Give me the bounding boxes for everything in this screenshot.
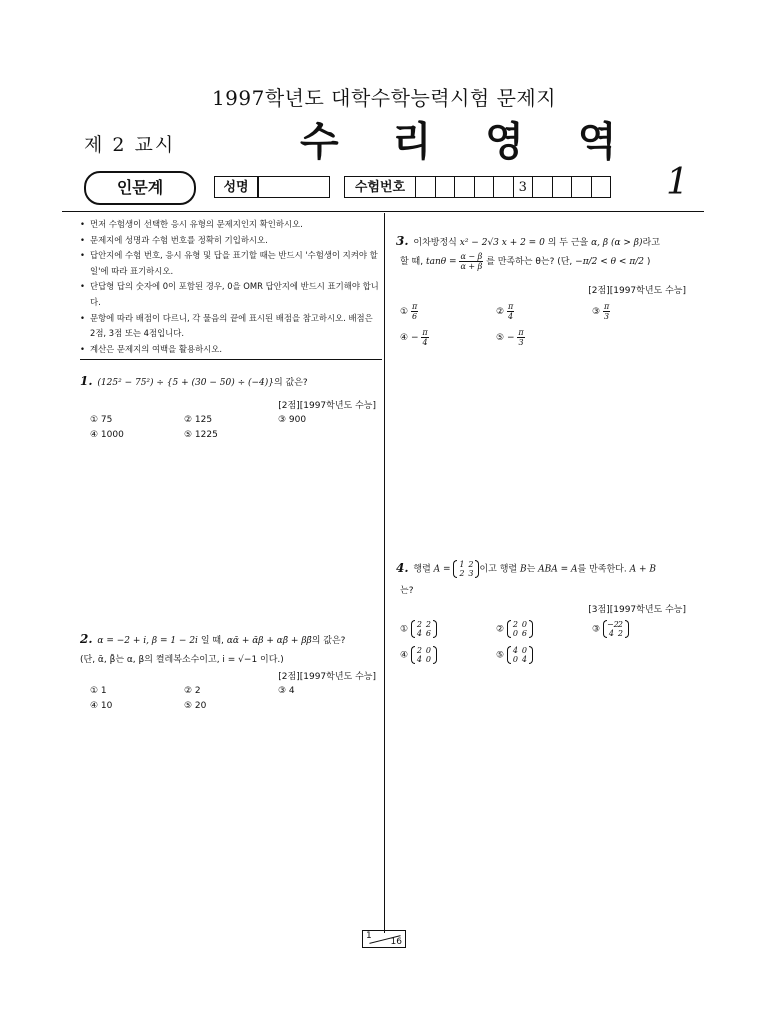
matrix-entry: 2 (416, 646, 422, 655)
q4-choice-5[interactable] (496, 646, 533, 664)
question-2 (80, 632, 380, 646)
choice-mark: ① (400, 307, 409, 317)
choice-mark: ③ (592, 307, 601, 317)
q1-choice-2[interactable]: ② 125 (184, 415, 213, 425)
exam-number-label: 수험번호 (344, 176, 416, 198)
denominator: 6 (412, 312, 418, 321)
question-text: 행렬 (413, 564, 431, 575)
q2-choice-4[interactable]: ④ 10 (90, 701, 113, 711)
denominator: α + β (460, 262, 483, 271)
matrix-entry: 3 (468, 569, 474, 578)
exam-number-cell[interactable] (416, 176, 436, 198)
q2-choice-3[interactable]: ③ 4 (278, 686, 295, 696)
q3-choice-5[interactable] (496, 328, 525, 347)
q1-choice-1[interactable]: ① 75 (90, 415, 113, 425)
question-2-source: [2점][1997학년도 수능] (278, 672, 376, 682)
matrix-entry: 0 (512, 629, 518, 638)
matrix-entry: 0 (425, 646, 431, 655)
question-number: 3. (396, 234, 409, 248)
question-expression: α = −2 + i, β = 1 − 2i (97, 636, 198, 646)
q2-choice-2[interactable]: ② 2 (184, 686, 201, 696)
matrix-entry: 4 (608, 629, 614, 638)
q4-choice-1[interactable] (400, 620, 437, 638)
question-number: 2. (80, 632, 93, 646)
matrix-entry: 6 (425, 629, 431, 638)
choice-mark: ③ (592, 624, 601, 635)
choice-mark: ② (496, 307, 505, 317)
q1-choice-3[interactable]: ③ 900 (278, 415, 307, 425)
matrix-entry: 0 (521, 620, 527, 629)
name-label: 성명 (214, 176, 258, 198)
choice-mark: ⑤ (496, 650, 505, 661)
question-3 (396, 234, 696, 248)
q4-choice-4[interactable] (400, 646, 437, 664)
q1-choice-4[interactable]: ④ 1000 (90, 430, 124, 440)
matrix (507, 620, 533, 638)
question-text: ) (646, 257, 651, 267)
q3-choice-2[interactable] (496, 302, 514, 321)
question-text: 이고 행렬 (479, 564, 518, 575)
question-text: 를 만족하는 θ는? (단, (486, 257, 573, 267)
numerator: π (603, 302, 610, 311)
q3-choice-3[interactable] (592, 302, 610, 321)
numerator: π (518, 328, 524, 337)
denominator: 4 (508, 312, 514, 321)
question-1 (80, 374, 380, 388)
choice-mark: ① (400, 624, 409, 635)
question-3-line-2 (400, 252, 700, 271)
matrix-entry: −2 (606, 620, 619, 629)
bullet-icon: • (80, 281, 85, 292)
instruction-item: • 답안지에 수험 번호, 응시 유형 및 답을 표기할 때는 반드시 '수험생이 지켜야 할 일'에 따라 표기하시오. (80, 250, 378, 276)
denominator: 3 (604, 312, 610, 321)
total-pages: 16 (390, 937, 402, 947)
instructions-divider (80, 359, 382, 360)
question-text: 는 (526, 564, 536, 575)
choice-mark: ④ (400, 333, 409, 343)
minus-sign: − (410, 333, 419, 343)
q4-choice-3[interactable] (592, 620, 629, 638)
matrix-entry: 2 (617, 629, 623, 638)
matrix-entry: 2 (459, 569, 465, 578)
fraction (517, 328, 524, 347)
matrix-entry: 6 (521, 629, 527, 638)
angle-condition: −π/2 < θ < π/2 (575, 257, 645, 267)
question-text: 일 때, (200, 636, 224, 646)
session-label: 제 2 교시 (84, 134, 176, 156)
bullet-icon: • (80, 234, 85, 245)
instruction-item: • 문제지에 성명과 수험 번호를 정확히 기입하시오. (80, 233, 380, 249)
question-text: 의 두 근을 (547, 238, 589, 248)
matrix-entry: 2 (512, 620, 518, 629)
exam-number-cell[interactable] (572, 176, 592, 198)
question-1-source: [2점][1997학년도 수능] (278, 401, 376, 411)
tan-label: tanθ = (426, 257, 457, 267)
exam-title: 1997학년도 대학수학능력시험 문제지 (211, 86, 557, 110)
matrix-entry: 2 (416, 620, 422, 629)
q3-choice-1[interactable] (400, 302, 418, 321)
matrix (411, 646, 437, 664)
instruction-item: • 단답형 답의 숫자에 0이 포함된 경우, 0을 OMR 답안지에 반드시 표기해야 합니다. (80, 281, 379, 307)
matrix-entry: 2 (425, 620, 431, 629)
matrix-entry: 0 (521, 646, 527, 655)
matrix-entry: 2 (617, 620, 623, 629)
q1-choice-5[interactable]: ⑤ 1225 (184, 430, 218, 440)
matrix (411, 620, 437, 638)
current-page: 1 (366, 931, 372, 941)
question-stem: 의 값은? (311, 636, 346, 646)
fraction (507, 302, 514, 321)
question-4-line-2: 는? (400, 586, 414, 596)
question-expression: x² − 2√3 x + 2 = 0 (459, 238, 545, 248)
question-text: 를 만족한다. (577, 564, 627, 575)
bullet-icon: • (80, 343, 85, 354)
choice-mark: ④ (400, 650, 409, 661)
numerator: α − β (460, 252, 483, 261)
exam-number-cell[interactable] (553, 176, 573, 198)
exam-number-cell[interactable]: 3 (514, 176, 534, 198)
question-stem: 의 값은? (273, 378, 308, 388)
question-text: 이차방정식 (413, 238, 457, 248)
q2-choice-1[interactable]: ① 1 (90, 686, 107, 696)
fraction (411, 302, 418, 321)
numerator: π (422, 328, 428, 337)
instruction-item: • 문항에 따라 배점이 다르니, 각 물음의 끝에 표시된 배점을 참고하시오. 배점은 2점, 3점 또는 4점입니다. (80, 312, 373, 339)
denominator: 4 (422, 338, 428, 347)
matrix-entry: 4 (416, 655, 422, 664)
choice-mark: ② (496, 624, 505, 635)
instruction-item: • 계산은 문제지의 여백을 활용하시오. (80, 342, 380, 358)
question-4 (396, 560, 696, 578)
matrix (603, 620, 629, 638)
matrix-a (453, 560, 479, 578)
matrix-entry: 0 (425, 655, 431, 664)
q4-choice-2[interactable] (496, 620, 533, 638)
exam-number-field[interactable] (416, 176, 611, 198)
matrix-label: B (519, 564, 527, 575)
question-2-condition: (단, ᾱ, β̄는 α, β의 켤레복소수이고, i = √−1 이다.) (80, 655, 284, 665)
subject-title: 수 리 영 역 (300, 118, 637, 165)
q2-choice-5[interactable]: ⑤ 20 (184, 701, 207, 711)
equation: ABA = A (538, 564, 578, 575)
question-4-source: [3점][1997학년도 수능] (588, 605, 686, 615)
exam-number-cell[interactable] (475, 176, 495, 198)
q3-choice-4[interactable] (400, 328, 429, 347)
name-field[interactable] (258, 176, 330, 198)
minus-sign: − (506, 333, 515, 343)
track-badge: 인문계 (84, 171, 196, 205)
exam-number-cell[interactable] (592, 176, 612, 198)
question-number: 4. (396, 560, 409, 575)
question-expression: (125² − 75²) ÷ {5 + (30 − 50) ÷ (−4)} (97, 378, 274, 388)
denominator: 3 (518, 338, 524, 347)
matrix-entry: 4 (512, 646, 518, 655)
exam-number-cell[interactable] (533, 176, 553, 198)
instructions (80, 217, 380, 357)
column-divider (384, 213, 385, 933)
exam-number-cell[interactable] (436, 176, 456, 198)
matrix-entry: 2 (468, 560, 474, 569)
exam-number-cell[interactable] (455, 176, 475, 198)
question-text: 할 때, (400, 257, 424, 267)
question-roots: α, β (α > β) (591, 238, 643, 248)
fraction (421, 328, 428, 347)
bullet-icon: • (80, 250, 85, 261)
question-text: 라고 (642, 238, 660, 248)
page-number: 1 (666, 162, 689, 203)
matrix-entry: 4 (521, 655, 527, 664)
matrix-entry: 4 (416, 629, 422, 638)
question-expression-2: αᾱ + ᾱβ + αβ̄ + ββ̄ (226, 636, 312, 646)
instruction-item: • 먼저 수험생이 선택한 응시 유형의 문제지인지 확인하시오. (80, 217, 380, 233)
numerator: π (507, 302, 514, 311)
fraction (603, 302, 610, 321)
exam-number-cell[interactable] (494, 176, 514, 198)
header-divider (62, 211, 704, 212)
page-indicator (362, 930, 406, 948)
matrix (507, 646, 533, 664)
choice-mark: ⑤ (496, 333, 505, 343)
matrix-entry: 1 (459, 560, 465, 569)
matrix-label: A = (433, 564, 451, 575)
question-ask: A + B (629, 564, 657, 575)
bullet-icon: • (80, 312, 85, 323)
bullet-icon: • (80, 219, 85, 229)
question-3-source: [2점][1997학년도 수능] (588, 286, 686, 296)
numerator: π (411, 302, 418, 311)
matrix-entry: 0 (512, 655, 518, 664)
fraction (459, 252, 483, 271)
question-number: 1. (80, 374, 93, 388)
